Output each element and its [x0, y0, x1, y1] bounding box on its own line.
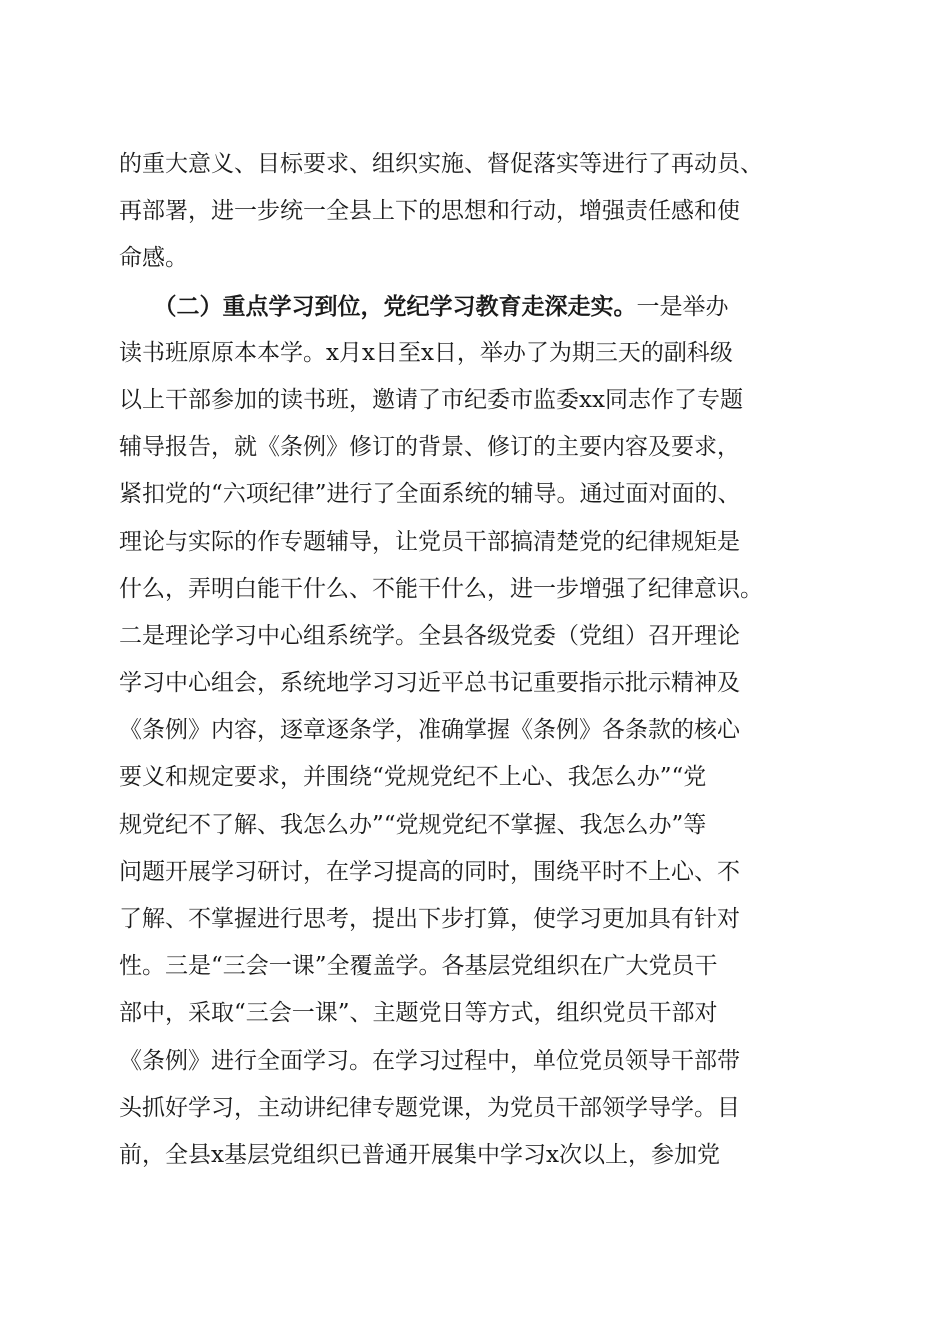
text-line-13: 《条例》内容，逐章逐条学，准确掌握《条例》各条款的核心	[119, 717, 740, 744]
text-line-18: 性。三是“三会一课”全覆盖学。各基层党组织在广大党员干	[119, 953, 718, 980]
text-line-14: 要义和规定要求，并围绕“党规党纪不上心、我怎么办”“党	[119, 764, 707, 791]
text-line-1: 的重大意义、目标要求、组织实施、督促落实等进行了再动员、	[119, 151, 763, 177]
text-line-21: 头抓好学习，主动讲纪律专题党课，为党员干部领学导学。目	[119, 1094, 740, 1121]
text-line-16: 问题开展学习研讨，在学习提高的同时，围绕平时不上心、不	[119, 858, 740, 885]
text-line-3: 命感。	[119, 245, 188, 272]
text-line-17: 了解、不掌握进行思考，提出下步打算，使学习更加具有针对	[119, 906, 740, 932]
text-line-22: 前，全县x基层党组织已普通开展集中学习x次以上，参加党	[119, 1141, 720, 1168]
section-heading-line	[119, 283, 859, 330]
heading-line-continuation: 一是举办	[636, 293, 729, 320]
text-line-19: 部中，采取“三会一课”、主题党日等方式，组织党员干部对	[119, 1000, 718, 1027]
text-line-7: 辅导报告，就《条例》修订的背景、修订的主要内容及要求，	[119, 434, 740, 461]
section-heading: （二）重点学习到位，党纪学习教育走深走实。	[165, 292, 637, 320]
text-line-5: 读书班原原本本学。x月x日至x日，举办了为期三天的副科级	[119, 339, 733, 366]
text-line-2: 再部署，进一步统一全县上下的思想和行动，增强责任感和使	[119, 198, 740, 225]
text-line-11: 二是理论学习中心组系统学。全县各级党委（党组）召开理论	[119, 622, 740, 649]
text-line-9: 理论与实际的作专题辅导，让党员干部搞清楚党的纪律规矩是	[119, 528, 740, 555]
text-line-15: 规党纪不了解、我怎么办”“党规党纪不掌握、我怎么办”等	[119, 811, 707, 838]
text-line-20: 《条例》进行全面学习。在学习过程中，单位党员领导干部带	[119, 1047, 740, 1074]
text-line-12: 学习中心组会，系统地学习习近平总书记重要指示批示精神及	[119, 670, 740, 697]
text-line-6: 以上干部参加的读书班，邀请了市纪委市监委xx同志作了专题	[119, 386, 743, 413]
text-line-10: 什么，弄明白能干什么、不能干什么，进一步增强了纪律意识。	[119, 575, 763, 602]
document-body	[119, 141, 859, 1179]
text-line-8: 紧扣党的“六项纪律”进行了全面系统的辅导。通过面对面的、	[119, 481, 741, 508]
